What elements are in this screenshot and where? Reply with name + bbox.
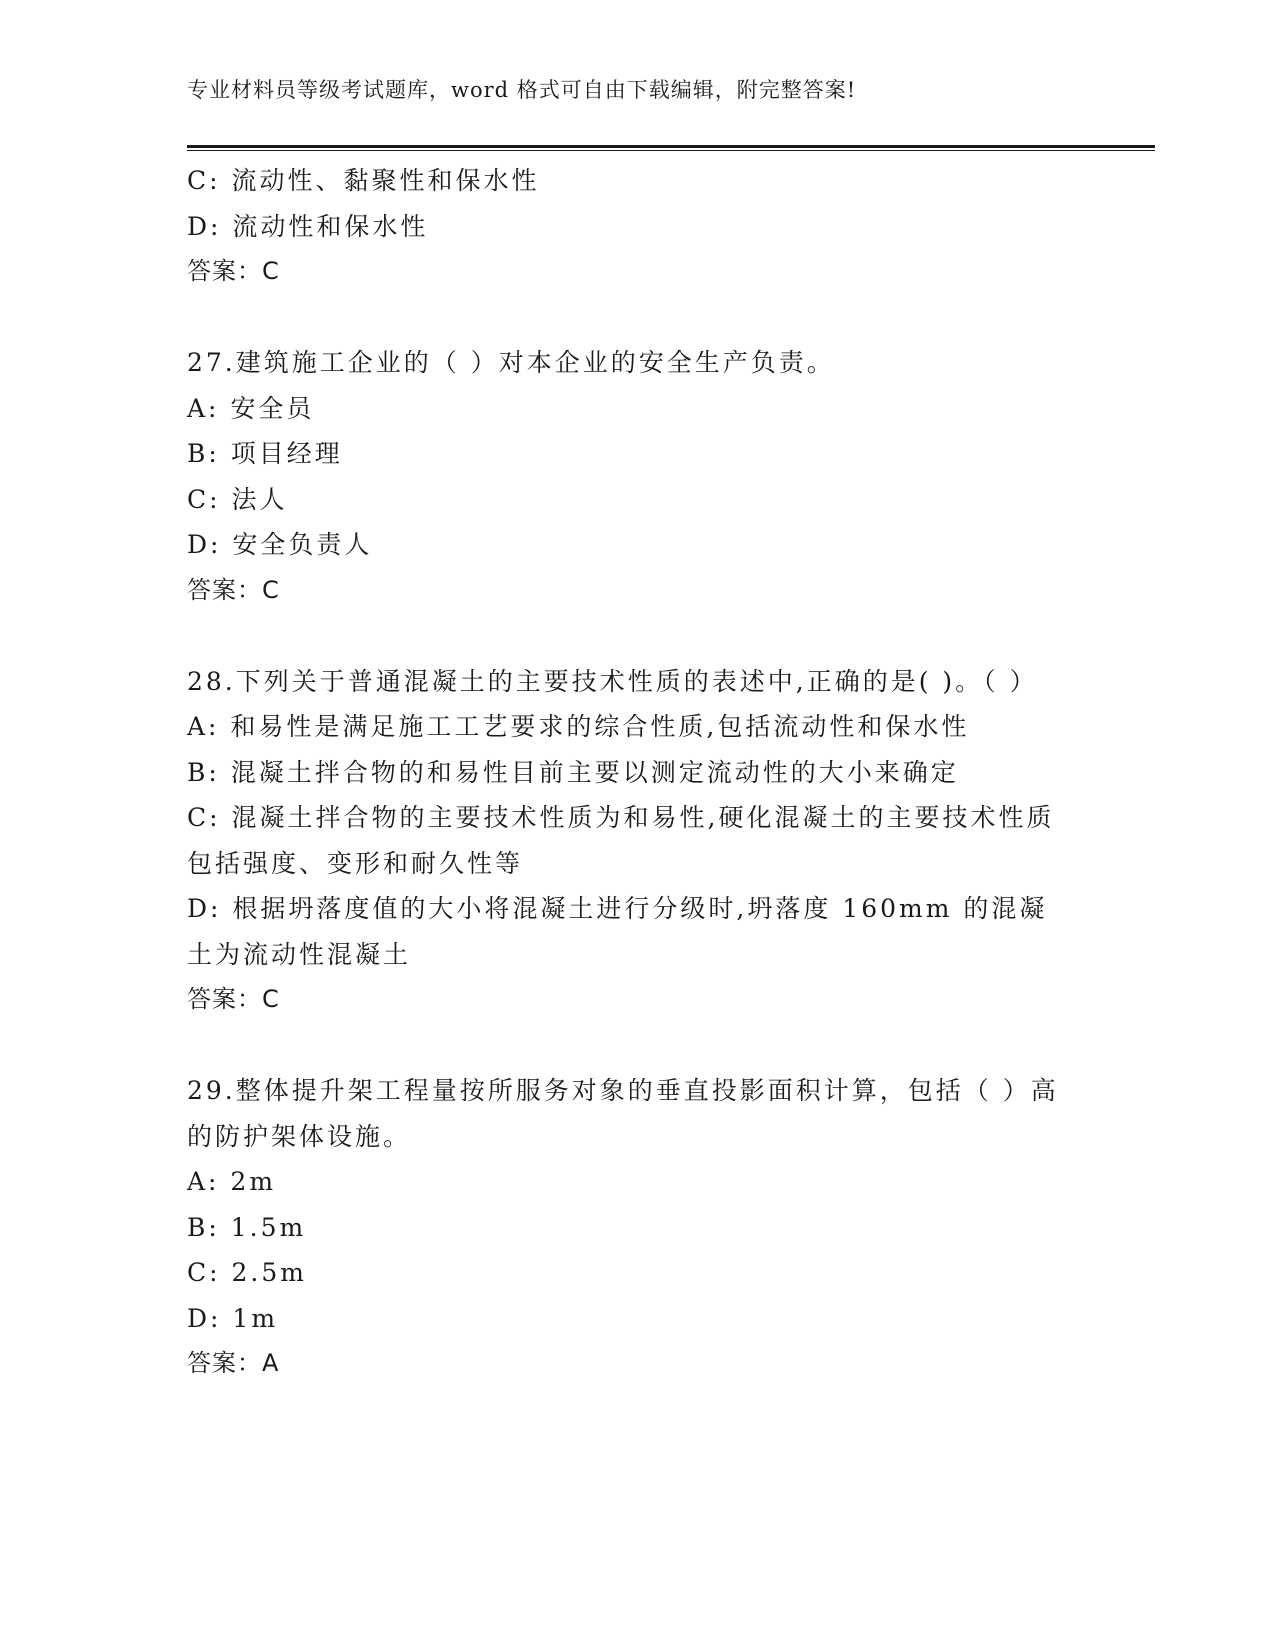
question-list: [187, 158, 1067, 1387]
spacer: [187, 1023, 1067, 1069]
answer: 答案：C: [187, 575, 280, 604]
option-d: D: 1m: [187, 1303, 279, 1333]
option-c: C: 流动性、黏聚性和保水性: [187, 166, 540, 195]
option-a: A: 安全员: [187, 393, 315, 423]
option-b: B: 混凝土拌合物的和易性目前主要以测定流动性的大小来确定: [187, 757, 959, 787]
option-d: D: 流动性和保水性: [187, 211, 429, 241]
question-block-26-partial: [187, 158, 1067, 295]
option-a: A: 2m: [187, 1167, 277, 1196]
answer: 答案：C: [187, 257, 280, 285]
spacer: [187, 613, 1067, 659]
question-block-29: [187, 1068, 1067, 1387]
option-a: A: 和易性是满足施工工艺要求的综合性质,包括流动性和保水性: [187, 712, 970, 741]
answer: 答案：A: [187, 1349, 280, 1377]
option-d: D: 根据坍落度值的大小将混凝土进行分级时,坍落度 160mm 的混凝土为流动性混凝土: [187, 894, 1048, 969]
question-text: 29.整体提升架工程量按所服务对象的垂直投影面积计算，包括（ ）高的防护架体设施。: [187, 1076, 1059, 1151]
header-rule-thick: [187, 145, 1155, 148]
option-c: C: 混凝土拌合物的主要技术性质为和易性,硬化混凝土的主要技术性质包括强度、变形和耐久性等: [187, 803, 1055, 878]
question-text: 28.下列关于普通混凝土的主要技术性质的表述中,正确的是( )。（ ）: [187, 666, 1038, 696]
option-c: C: 2.5m: [187, 1258, 307, 1287]
page-header: 专业材料员等级考试题库，word 格式可自由下载编辑，附完整答案!: [187, 78, 857, 102]
question-block-27: [187, 340, 1067, 613]
question-text: 27.建筑施工企业的（ ）对本企业的安全生产负责。: [187, 348, 835, 377]
header-rule-thin: [187, 150, 1155, 151]
answer: 答案：C: [187, 985, 280, 1013]
option-b: B: 项目经理: [187, 439, 343, 468]
question-block-28: [187, 659, 1067, 1023]
spacer: [187, 295, 1067, 341]
option-c: C: 法人: [187, 484, 288, 514]
option-b: B: 1.5m: [187, 1212, 307, 1242]
option-d: D: 安全负责人: [187, 530, 373, 559]
